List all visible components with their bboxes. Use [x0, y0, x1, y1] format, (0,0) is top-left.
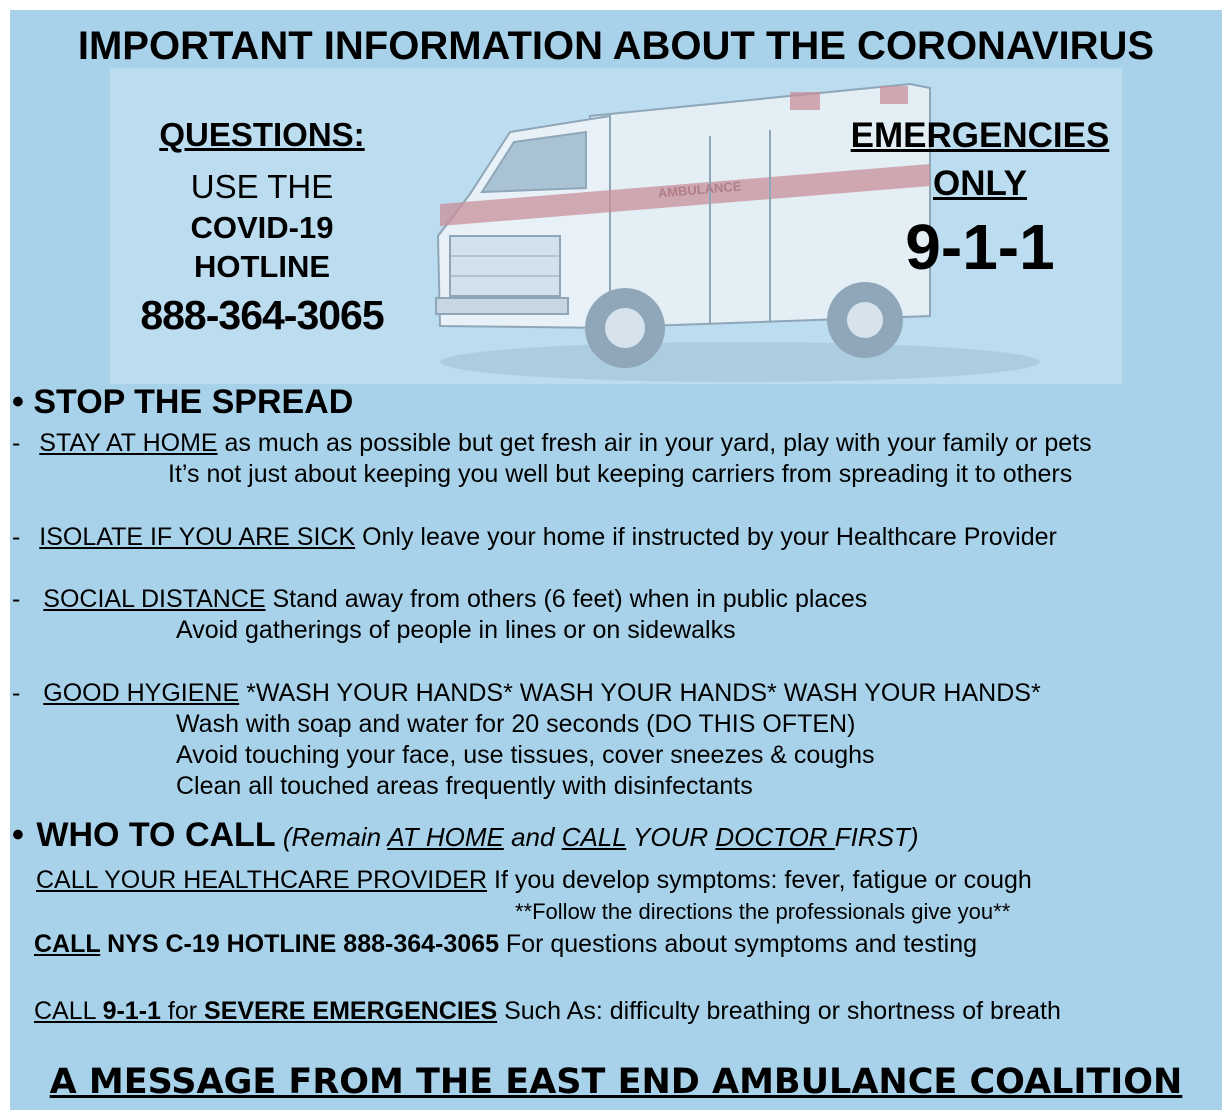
emergency-number: 9-1-1 [905, 211, 1055, 283]
isolate-label: ISOLATE IF YOU ARE SICK [39, 523, 356, 551]
hotline-label: NYS C-19 HOTLINE 888-364-3065 [100, 930, 499, 958]
questions-hotline: HOTLINE [193, 249, 331, 284]
dash: - [12, 523, 21, 551]
provider-text: If you develop symptoms: fever, fatigue or cough [487, 866, 1032, 894]
ambulance-label: AMBULANCE [657, 178, 742, 201]
hygiene-sub-3: Clean all touched areas frequently with disinfectants [176, 772, 753, 800]
bullet: • [12, 383, 24, 421]
isolate-line [12, 523, 1057, 552]
bullet: • [12, 816, 24, 854]
provider-sub: **Follow the directions the professionals give you** [515, 899, 1011, 924]
hygiene-text: *WASH YOUR HANDS* WASH YOUR HANDS* WASH YOUR HANDS* [239, 679, 1041, 707]
hygiene-label: GOOD HYGIENE [43, 679, 240, 707]
hygiene-sub-2: Avoid touching your face, use tissues, cover sneezes & coughs [176, 741, 875, 769]
isolate-text: Only leave your home if instructed by your Healthcare Provider [355, 523, 1057, 551]
questions-heading: QUESTIONS: [159, 116, 365, 153]
emergency-line [34, 997, 1061, 1026]
severe-emergencies: SEVERE EMERGENCIES [204, 997, 498, 1025]
social-distance-text: Stand away from others (6 feet) when in public places [265, 585, 868, 613]
who-to-call-note: (Remain AT HOME and CALL YOUR DOCTOR FIRST) [275, 822, 919, 852]
social-distance-label: SOCIAL DISTANCE [43, 585, 266, 613]
stop-spread-title: STOP THE SPREAD [33, 383, 354, 421]
social-distance-line [12, 585, 867, 614]
emergency-text: Such As: difficulty breathing or shortness of breath [497, 997, 1061, 1025]
social-distance-sub: Avoid gatherings of people in lines or on sidewalks [176, 616, 736, 644]
emergencies-heading: EMERGENCIES [850, 116, 1110, 155]
page-title: IMPORTANT INFORMATION ABOUT THE CORONAVIRUS [77, 24, 1155, 68]
hotline-line [34, 930, 977, 959]
who-to-call-title: WHO TO CALL [36, 816, 276, 854]
hygiene-sub-1: Wash with soap and water for 20 seconds (DO THIS OFTEN) [176, 710, 856, 738]
dash: - [12, 585, 21, 613]
emergency-for: for [160, 997, 205, 1025]
hotline-call: CALL [34, 930, 101, 958]
stay-home-sub: It’s not just about keeping you well but keeping carriers from spreading it to others [168, 460, 1073, 488]
questions-covid: COVID-19 [190, 210, 334, 245]
provider-label: CALL YOUR HEALTHCARE PROVIDER [36, 866, 488, 894]
questions-use-the: USE THE [190, 168, 334, 205]
who-to-call-heading [12, 816, 919, 855]
questions-phone: 888-364-3065 [140, 292, 384, 338]
hygiene-line [12, 679, 1041, 708]
footer-message: A MESSAGE FROM THE EAST END AMBULANCE COALITION [49, 1062, 1183, 1102]
stop-spread-heading [12, 383, 353, 422]
hotline-text: For questions about symptoms and testing [498, 930, 978, 958]
flyer [10, 10, 1222, 1110]
dash: - [12, 679, 21, 707]
emergency-call-number: 9-1-1 [102, 997, 161, 1025]
stay-home-line [12, 429, 1092, 458]
stay-home-label: STAY AT HOME [39, 429, 218, 457]
provider-line [36, 866, 1032, 895]
stay-home-text: as much as possible but get fresh air in your yard, play with your family or pets [217, 429, 1092, 457]
dash: - [12, 429, 21, 457]
emergencies-only: ONLY [932, 164, 1027, 203]
emergency-call: CALL [34, 997, 103, 1025]
